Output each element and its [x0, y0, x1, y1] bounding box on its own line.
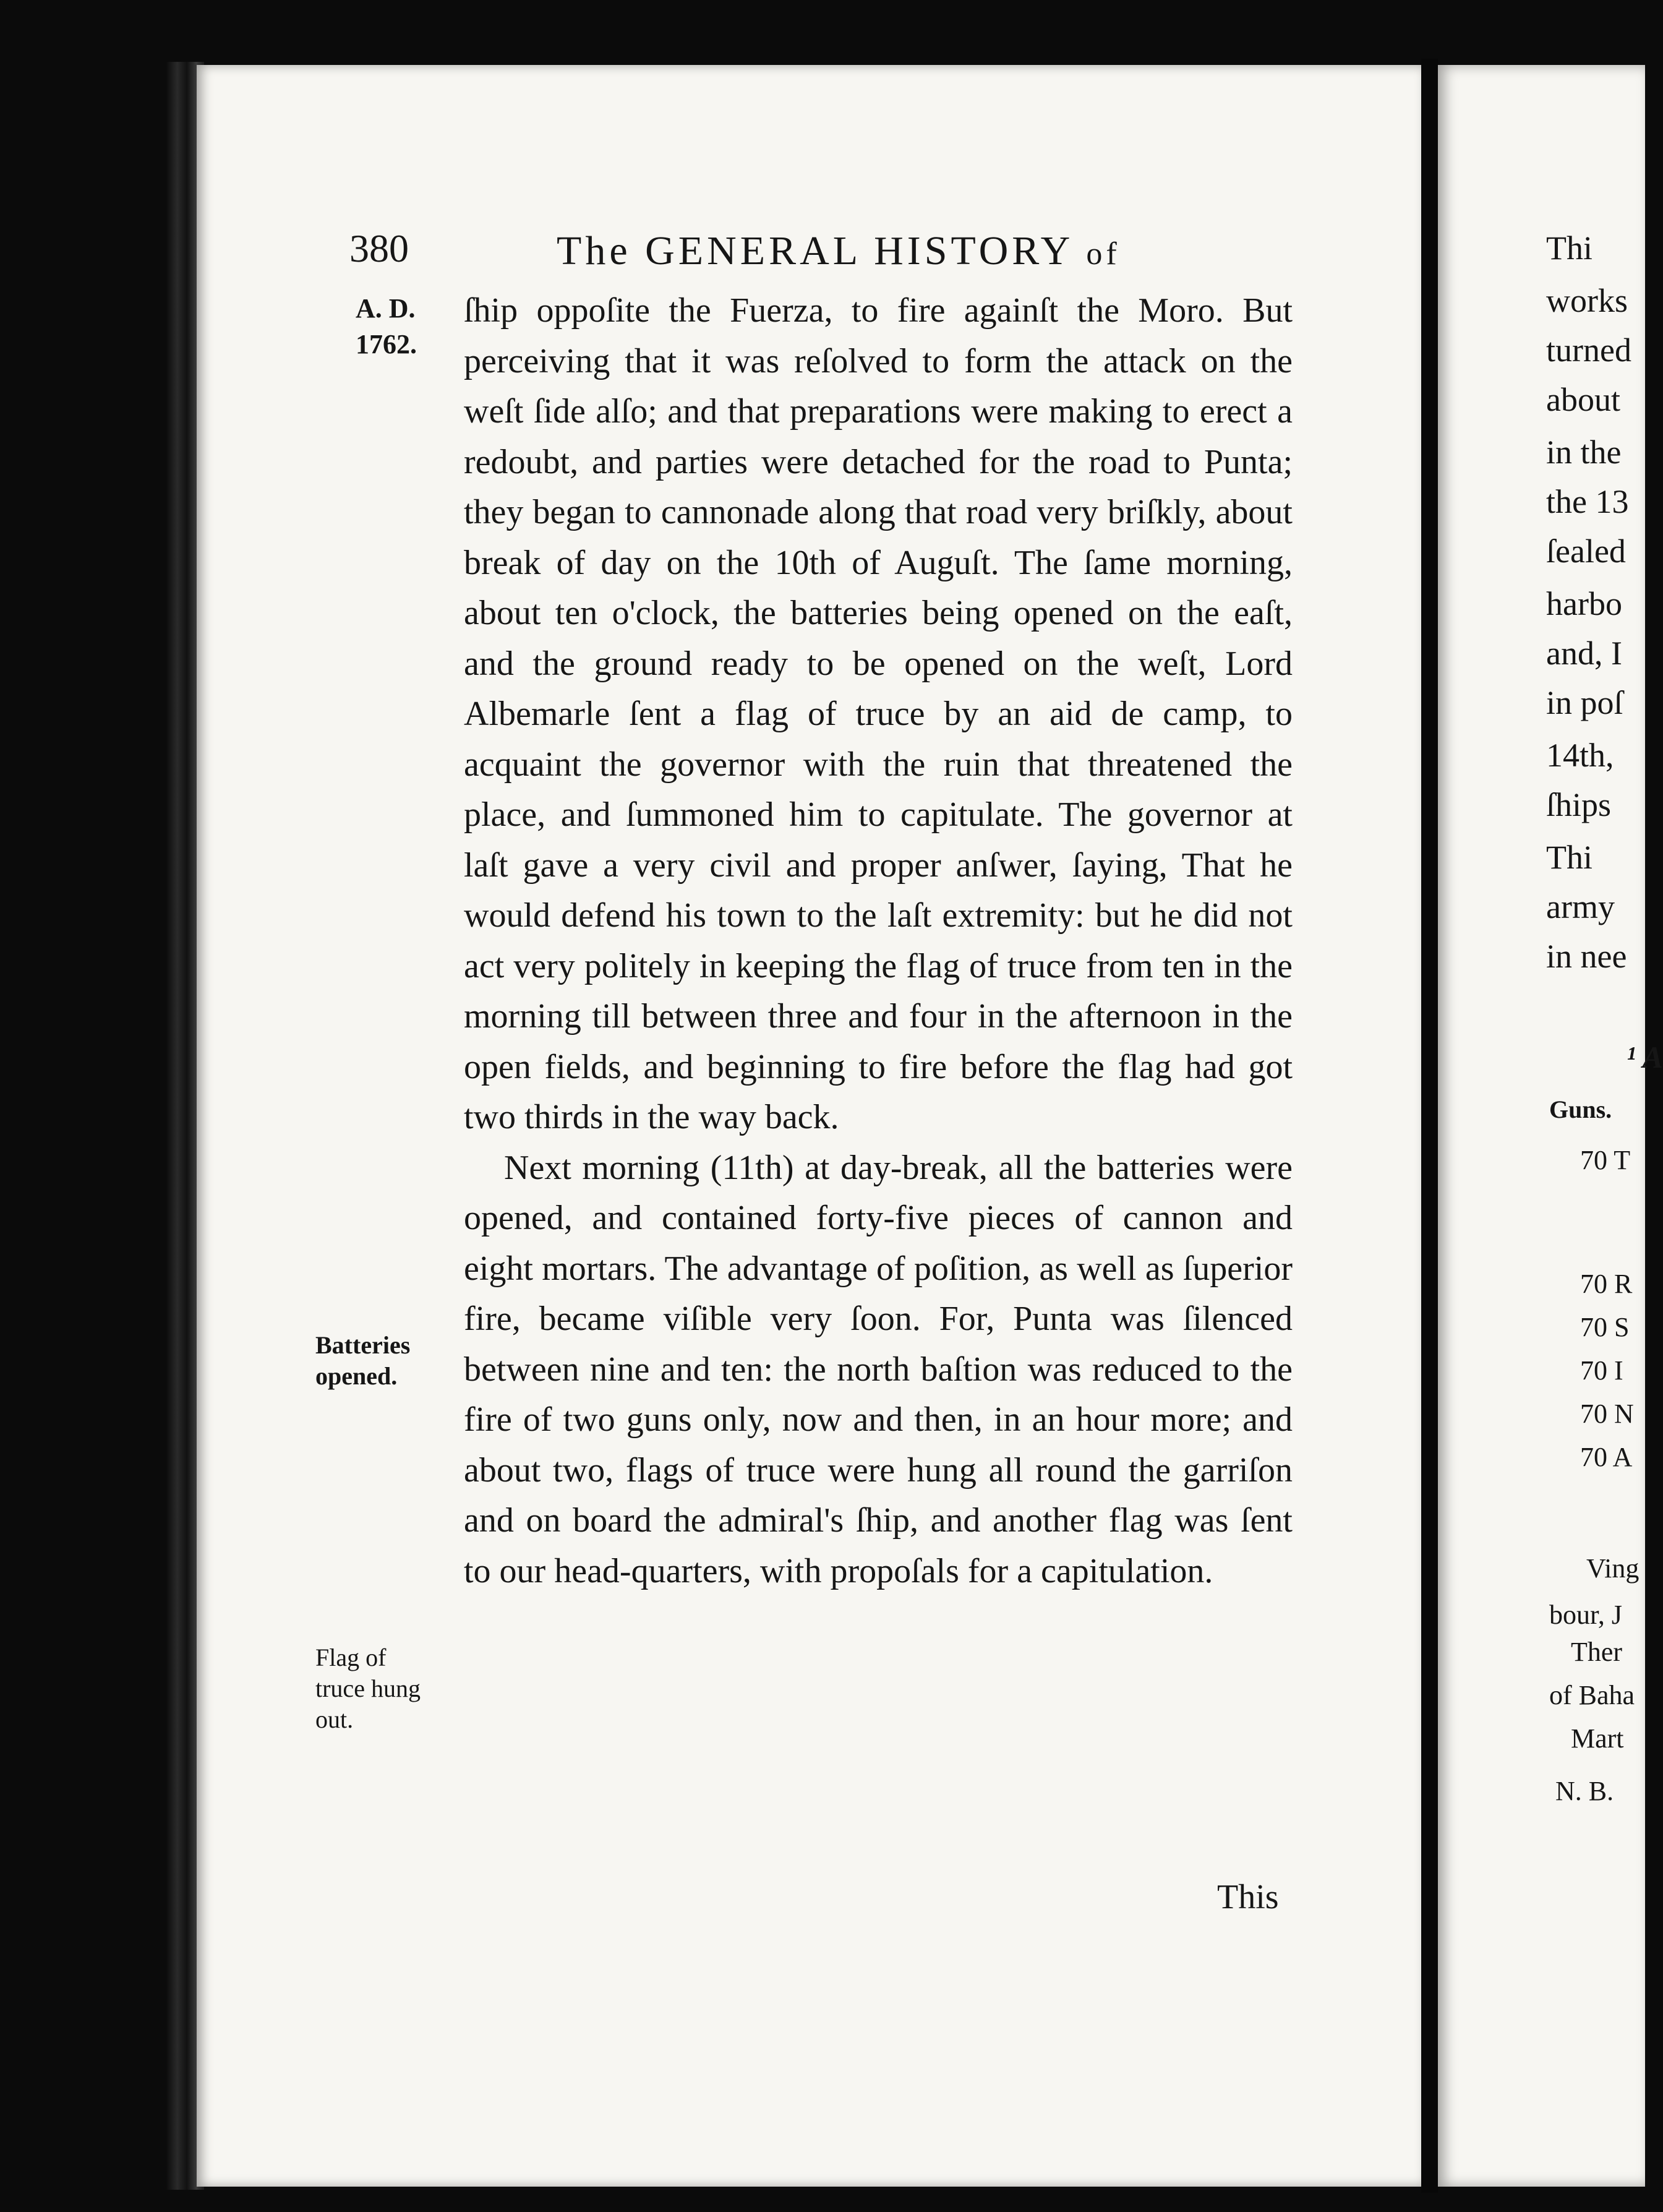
side-note-line: opened. [315, 1362, 398, 1390]
paragraph: Next morning (11th) at day-break, all the batteries were opened, and contained forty-five pieces of cannon and eight mortars. The advantage of poſition, as well as ſuperior fire, became viſible very ſoon. For, Punta was ſilenced between nine and ten: the north baſtion was reduced to the fire of two guns only, now and then, in an hour more; and about two, flags of truce were hung all round the garriſon and on board the admiral's ſhip, and another flag was ſent to our head-quarters, with propoſals for a capitulation. [464, 1148, 1293, 1590]
right-page-line: in poſ [1546, 684, 1623, 721]
right-page-line: about [1546, 381, 1620, 418]
right-page-line: Thi [1546, 229, 1592, 267]
right-page-line: the 13 [1546, 483, 1629, 520]
catchword: This [1217, 1878, 1279, 1916]
body-text [464, 286, 1293, 1597]
page-gutter [1421, 59, 1438, 2193]
right-page-line: 14th, [1546, 737, 1614, 774]
right-page-lower-line: bour, J [1549, 1600, 1623, 1630]
side-note-line: Batteries [315, 1331, 411, 1359]
right-page-line: Thi [1546, 839, 1592, 876]
right-page-lower-line: Mart [1571, 1723, 1624, 1754]
gun-row: 70 S [1580, 1312, 1630, 1342]
gun-row: 70 T [1580, 1145, 1631, 1175]
side-note-flag-of-truce [315, 1642, 421, 1735]
right-page-line: ſhips [1546, 786, 1612, 823]
right-page-note-head: ¹ A [1627, 1040, 1663, 1074]
right-page-lower-line: Ther [1571, 1637, 1623, 1667]
running-head-of: of [1086, 236, 1121, 272]
side-note-batteries [315, 1330, 410, 1392]
side-date-era: A. D. [356, 293, 416, 324]
right-page-line: harbo [1546, 585, 1622, 622]
right-page-line: turned [1546, 332, 1631, 369]
right-page-line: in nee [1546, 938, 1627, 975]
gun-row: 70 A [1580, 1442, 1633, 1472]
running-head-title: GENERAL HISTORY [645, 228, 1072, 273]
right-page-line: in the [1546, 434, 1622, 471]
right-page-line: and, I [1546, 635, 1622, 672]
right-page-line: ſealed [1546, 533, 1626, 570]
running-head-the: The [557, 228, 631, 273]
paragraph: ſhip oppoſite the Fuerza, to fire againſt the Moro. But perceiving that it was reſolved to form the attack on the weſt ſide alſo; and that preparations were making to erect a redoubt, and parties were detached for the road to Punta; they began to cannonade along that road very briſkly, about break of day on the 10th of Auguſt. The ſame morning, about ten o'clock, the batteries being opened on the eaſt, and the ground ready to be opened on the weſt, Lord Albemarle ſent a flag of truce by an aid de camp, to acquaint the governor with the ruin that threatened the place, and ſummoned him to capitulate. The governor at laſt gave a very civil and proper anſwer, ſaying, That he would defend his town to the laſt extremity: but he did not act very politely in keeping the flag of truce from ten in the morning till between three and four in the afternoon in the open fields, and beginning to fire before the flag had got two thirds in the way back. [464, 291, 1293, 1136]
right-page-lower-line: N. B. [1555, 1776, 1614, 1806]
side-date [356, 291, 417, 362]
gun-row: 70 I [1580, 1355, 1623, 1386]
running-head [557, 228, 1121, 275]
gun-row: 70 R [1580, 1269, 1633, 1299]
right-page-line: army [1546, 888, 1615, 925]
side-note-line: Flag of [315, 1644, 387, 1671]
right-page-line: works [1546, 282, 1628, 319]
gun-row: 70 N [1580, 1399, 1634, 1429]
page-number: 380 [349, 226, 409, 270]
right-page-guns-label: Guns. [1549, 1095, 1612, 1123]
side-note-line: truce hung [315, 1674, 421, 1702]
side-note-line: out. [315, 1705, 354, 1733]
right-page-lower-line: of Baha [1549, 1680, 1635, 1710]
side-date-year: 1762. [356, 329, 417, 359]
right-page-lower-line: Ving [1586, 1553, 1639, 1584]
